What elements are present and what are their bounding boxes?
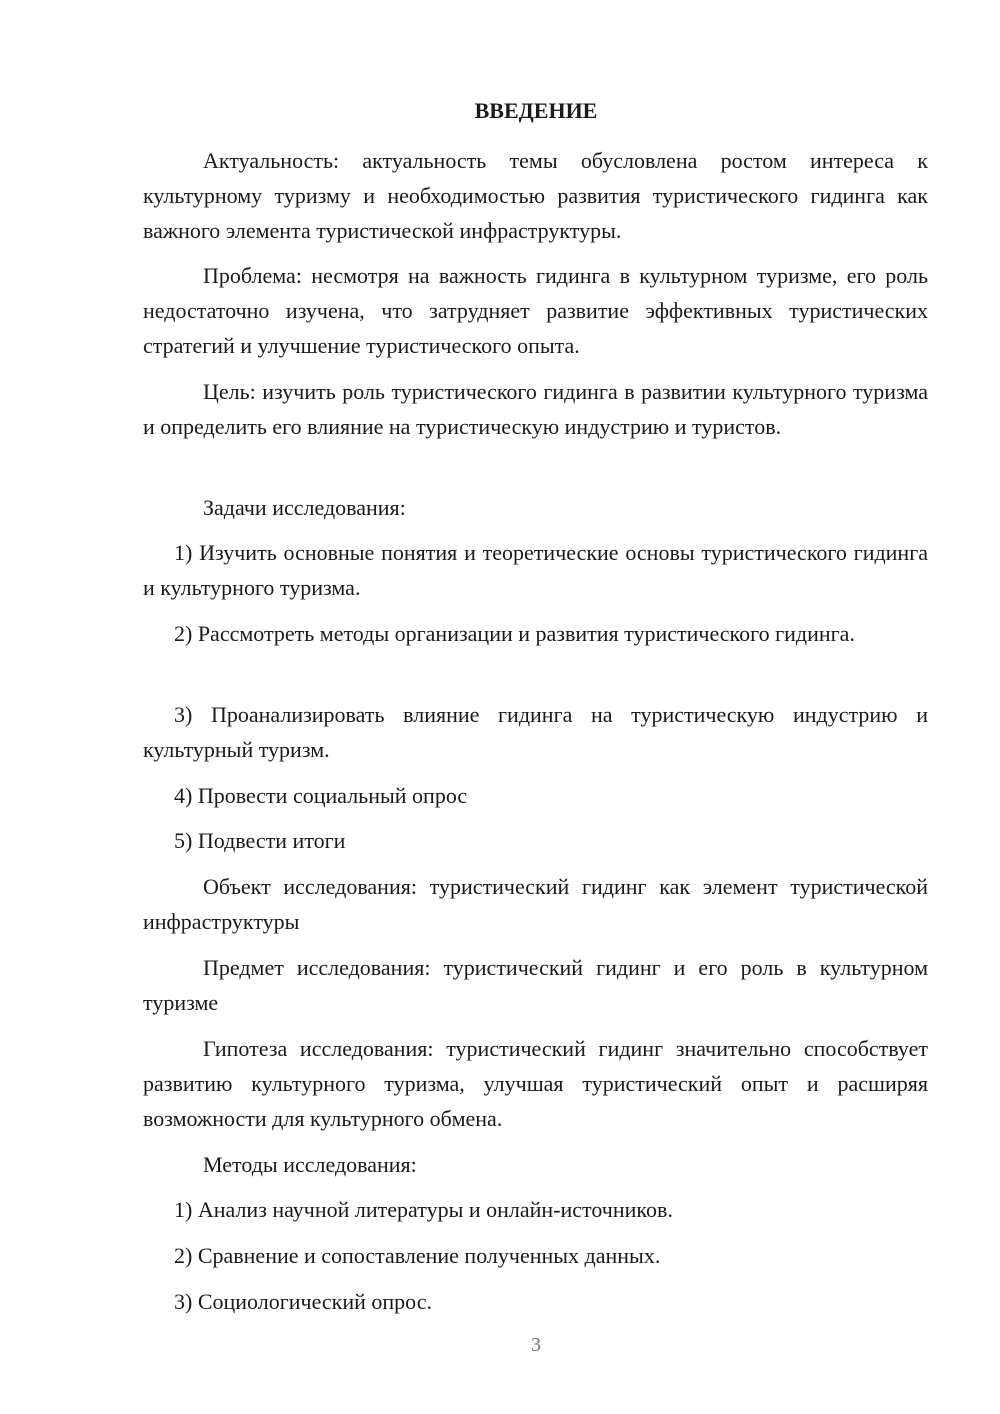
methods-heading: Методы исследования: (203, 1152, 417, 1177)
task-item-5: 5) Подвести итоги (174, 828, 346, 853)
method-item-1: 1) Анализ научной литературы и онлайн-источников. (174, 1197, 673, 1222)
task-item-4: 4) Провести социальный опрос (174, 783, 468, 808)
hypothesis-paragraph: Гипотеза исследования: туристический гидинг значительно способствует развитию культурного туризма, улучшая туристический опыт и расширяя возможности для культурного обмена. (143, 1036, 928, 1131)
relevance-paragraph: Актуальность: актуальность темы обусловлена ростом интереса к культурному туризму и необходимостью развития туристического гидинга как важного элемента туристической инфраструктуры. (143, 148, 928, 243)
problem-paragraph: Проблема: несмотря на важность гидинга в культурном туризме, его роль недостаточно изучена, что затрудняет развитие эффективных туристических стратегий и улучшение туристического опыта. (143, 263, 928, 358)
method-item-3: 3) Социологический опрос. (174, 1289, 432, 1314)
task-item-3: 3) Проанализировать влияние гидинга на туристическую индустрию и культурный туризм. (143, 702, 928, 762)
object-paragraph: Объект исследования: туристический гидинг как элемент туристической инфраструктуры (143, 874, 928, 934)
task-item-2: 2) Рассмотреть методы организации и развития туристического гидинга. (174, 621, 855, 646)
subject-paragraph: Предмет исследования: туристический гидинг и его роль в культурном туризме (143, 955, 928, 1015)
page-title: ВВЕДЕНИЕ (474, 98, 598, 123)
tasks-heading: Задачи исследования: (203, 495, 406, 520)
goal-paragraph: Цель: изучить роль туристического гидинга в развитии культурного туризма и определить его влияние на туристическую индустрию и туристов. (143, 379, 928, 439)
method-item-2: 2) Сравнение и сопоставление полученных данных. (174, 1243, 661, 1268)
page-number: 3 (531, 1334, 541, 1356)
task-item-1: 1) Изучить основные понятия и теоретические основы туристического гидинга и культурного туризма. (143, 540, 928, 600)
